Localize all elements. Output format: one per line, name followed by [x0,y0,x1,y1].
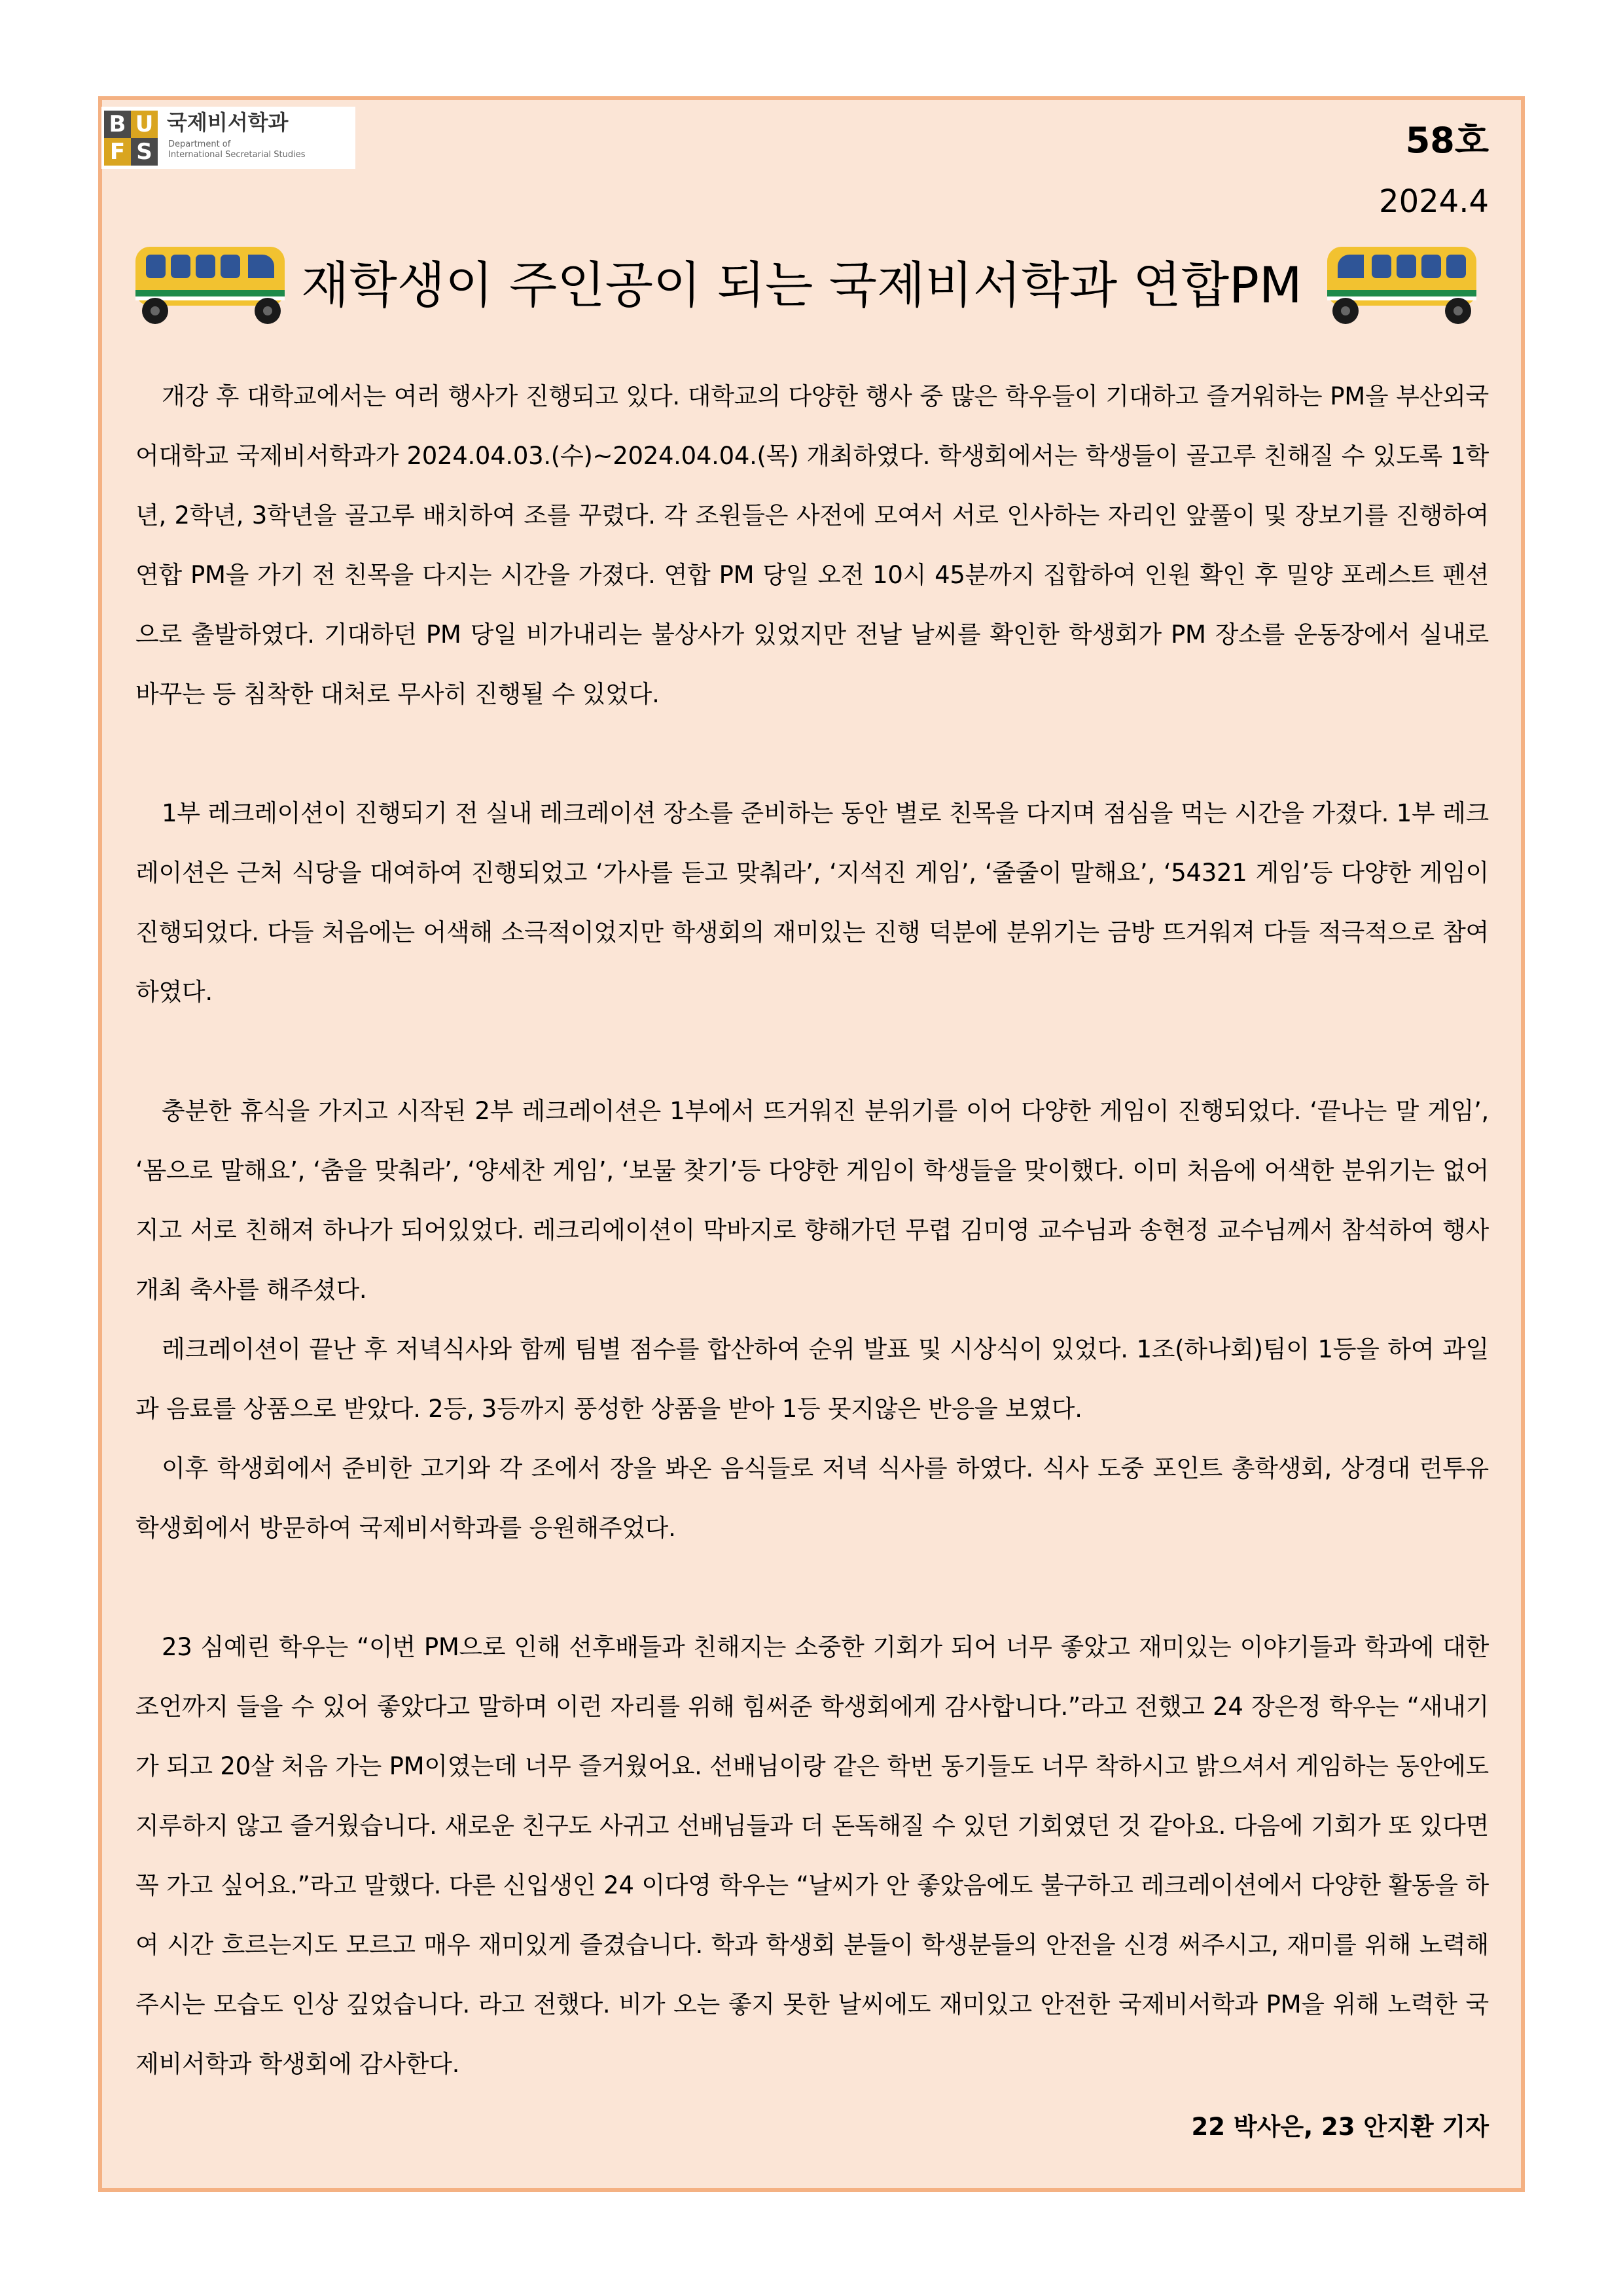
logo-department-english [168,139,306,160]
article-paragraph: 충분한 휴식을 가지고 시작된 2부 레크레이션은 1부에서 뜨거워진 분위기를 이어 다양한 게임이 진행되었다. ‘끝나는 말 게임’, ‘몸으로 말해요’, ‘춤을 맞춰라’, ‘양세찬 게임’, ‘보물 찾기’등 다양한 게임이 학생들을 맞이했다. 이미 처음에 어색한 분위기는 없어지고 서로 친해져 하나가 되어있었다. 레크리에이션이 막바지로 향해가던 무렵 김미영 교수님과 송현정 교수님께서 참석하여 행사 개최 축사를 해주셨다. [135,1097,1489,1304]
article-paragraph: 개강 후 대학교에서는 여러 행사가 진행되고 있다. 대학교의 다양한 행사 중 많은 학우들이 기대하고 즐거워하는 PM을 부산외국어대학교 국제비서학과가 2024.04.03.(수)~2024.04.04.(목) 개최하였다. 학생회에서는 학생들이 골고루 친해질 수 있도록 1학년, 2학년, 3학년을 골고루 배치하여 조를 꾸렸다. 각 조원들은 사전에 모여서 서로 인사하는 자리인 앞풀이 및 장보기를 진행하여 연합 PM을 가기 전 친목을 다지는 시간을 가졌다. 연합 PM 당일 오전 10시 45분까지 집합하여 인원 확인 후 밀양 포레스트 펜션으로 출발하였다. 기대하던 PM 당일 비가내리는 불상사가 있었지만 전날 날씨를 확인한 학생회가 PM 장소를 운동장에서 실내로 바꾸는 등 침착한 대처로 무사히 진행될 수 있었다. [135,382,1489,708]
article-paragraph: 1부 레크레이션이 진행되기 전 실내 레크레이션 장소를 준비하는 동안 별로 친목을 다지며 점심을 먹는 시간을 가졌다. 1부 레크레이션은 근처 식당을 대여하여 진행되었고 ‘가사를 듣고 맞춰라’, ‘지석진 게임’, ‘줄줄이 말해요’, ‘54321 게임’등 다양한 게임이 진행되었다. 다들 처음에는 어색해 소극적이었지만 학생회의 재미있는 진행 덕분에 분위기는 금방 뜨거워져 다들 적극적으로 참여하였다. [135,799,1489,1006]
issue-date: 2024.4 [1379,183,1489,220]
logo-subtitle-line: International Secretarial Studies [168,150,306,160]
article-paragraph: 레크레이션이 끝난 후 저녁식사와 함께 팀별 점수를 합산하여 순위 발표 및 시상식이 있었다. 1조(하나회)팀이 1등을 하여 과일과 음료를 상품으로 받았다. 2등, 3등까지 풍성한 상품을 받아 1등 못지않은 반응을 보였다. [135,1335,1489,1423]
logo-letter: B [104,111,131,138]
logo-letter: S [131,138,158,166]
bus-icon [133,243,290,327]
bus-icon [1322,243,1479,327]
logo-letter: U [131,111,158,138]
issue-number: 58호 [1405,120,1489,161]
article-byline: 22 박사은, 23 안지환 기자 [1191,2113,1489,2141]
article-paragraph: 23 심예린 학우는 “이번 PM으로 인해 선후배들과 친해지는 소중한 기회가 되어 너무 좋았고 재미있는 이야기들과 학과에 대한 조언까지 들을 수 있어 좋았다고 말하며 이런 자리를 위해 힘써준 학생회에게 감사합니다.”라고 전했고 24 장은정 학우는 “새내기가 되고 20살 처음 가는 PM이였는데 너무 즐거웠어요. 선배님이랑 같은 학번 동기들도 너무 착하시고 밝으셔서 게임하는 동안에도 지루하지 않고 즐거웠습니다. 새로운 친구도 사귀고 선배님들과 더 돈독해질 수 있던 기회였던 것 같아요. 다음에 기회가 또 있다면 꼭 가고 싶어요.”라고 말했다. 다른 신입생인 24 이다영 학우는 “날씨가 안 좋았음에도 불구하고 레크레이션에서 다양한 활동을 하여 시간 흐르는지도 모르고 매우 재미있게 즐겼습니다. 학과 학생회 분들이 학생분들의 안전을 신경 써주시고, 재미를 위해 노력해 주시는 모습도 인상 깊었습니다. 라고 전했다. 비가 오는 좋지 못한 날씨에도 재미있고 안전한 국제비서학과 PM을 위해 노력한 국제비서학과 학생회에 감사한다. [135,1633,1489,2078]
article-headline: 재학생이 주인공이 되는 국제비서학과 연합PM [301,256,1302,314]
logo-subtitle-line: Department of [168,139,231,149]
article-paragraph: 이후 학생회에서 준비한 고기와 각 조에서 장을 봐온 음식들로 저녁 식사를 하였다. 식사 도중 포인트 총학생회, 상경대 런투유 학생회에서 방문하여 국제비서학과를 응원해주었다. [135,1454,1489,1542]
bufs-logo-mark [104,111,158,166]
department-logo [101,107,355,169]
logo-department-name: 국제비서학과 [167,110,289,135]
article-body [135,367,1489,2094]
logo-letter: F [104,138,131,166]
